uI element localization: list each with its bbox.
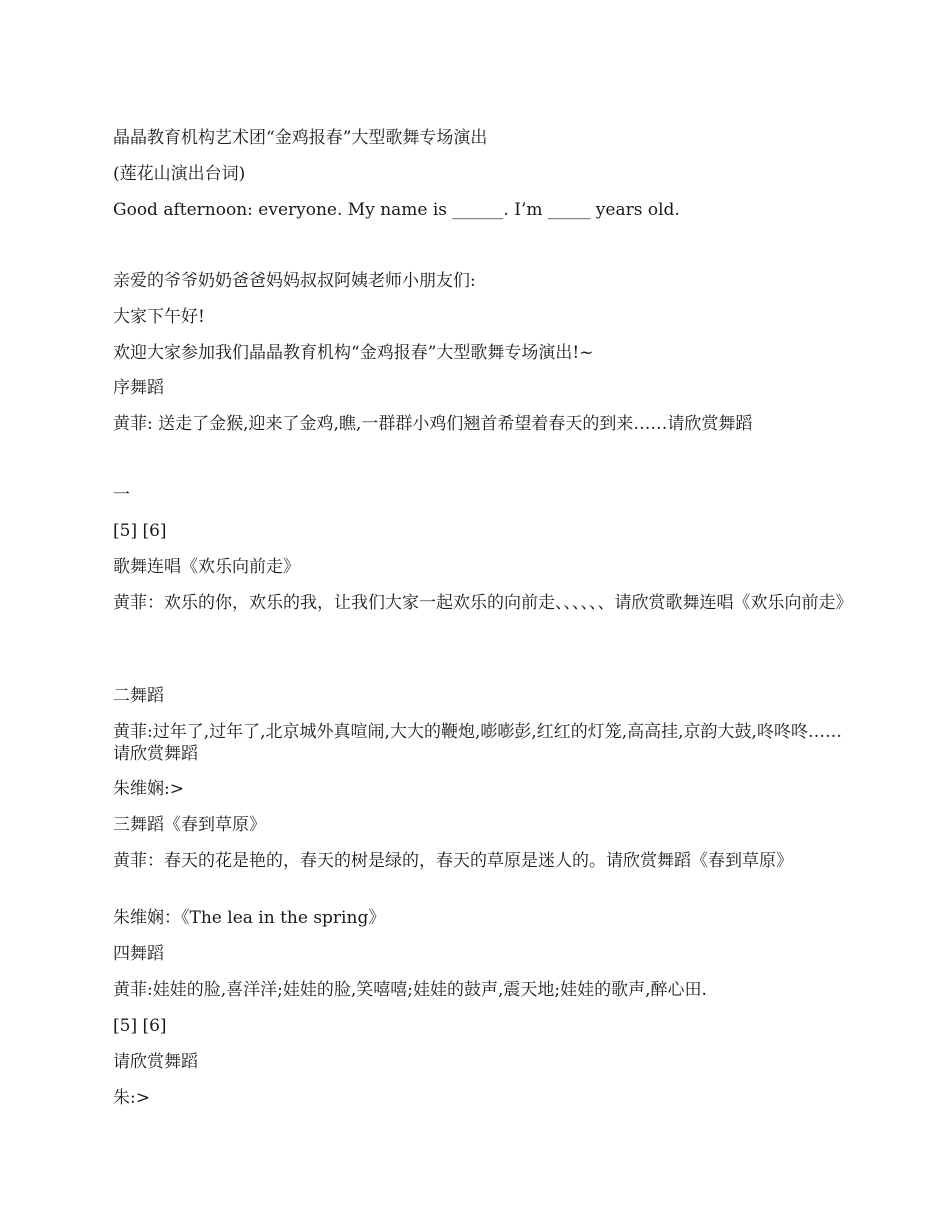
references-1: [5] [6] [113,521,167,541]
dance-four-title: 四舞蹈 [113,944,164,964]
medley-title: 歌舞连唱《欢乐向前走》 [113,557,300,577]
dance-three-line: 黄菲：春天的花是艳的，春天的树是绿的，春天的草原是迷人的。请欣赏舞蹈《春到草原》 [113,851,793,871]
medley-line: 黄菲：欢乐的你，欢乐的我，让我们大家一起欢乐的向前走、、、、、、请欣赏歌舞连唱《欢乐向前走》 [113,593,853,613]
dance-three-title: 三舞蹈《春到草原》 [113,815,266,835]
document-page [113,0,853,1230]
document-title: 晶晶教育机构艺术团“金鸡报春”大型歌舞专场演出 [113,128,488,148]
welcome-line: 欢迎大家参加我们晶晶教育机构“金鸡报春”大型歌舞专场演出!~ [113,343,594,363]
prelude-line: 黄菲: 送走了金猴,迎来了金鸡,瞧,一群群小鸡们翘首希望着春天的到来……请欣赏舞蹈 [113,414,753,434]
prelude-title: 序舞蹈 [113,378,164,398]
audience-address: 亲爱的爷爷奶奶爸爸妈妈叔叔阿姨老师小朋友们: [113,271,476,291]
dance-two-line: 黄菲:过年了,过年了,北京城外真喧闹,大大的鞭炮,嘭嘭彭,红红的灯笼,高高挂,京韵大鼓,咚咚咚……请欣赏舞蹈 [113,722,842,764]
zhu-line-2: 朱维娴：《The lea in the spring》 [113,908,386,928]
please-watch-line: 请欣赏舞蹈 [113,1052,198,1072]
dance-four-line: 黄菲:娃娃的脸,喜洋洋;娃娃的脸,笑嘻嘻;娃娃的鼓声,震天地;娃娃的歌声,醉心田. [113,980,707,1000]
references-2: [5] [6] [113,1016,167,1036]
zhu-line-1: 朱维娴:> [113,779,184,799]
english-greeting: Good afternoon: everyone. My name is ______. I’m _____ years old. [113,200,680,220]
document-subtitle: (莲花山演出台词) [113,164,246,184]
zhu-line-3: 朱:> [113,1088,150,1108]
section-one-heading: 一 [113,485,130,505]
dance-two-title: 二舞蹈 [113,686,164,706]
hello-line: 大家下午好! [113,307,205,327]
